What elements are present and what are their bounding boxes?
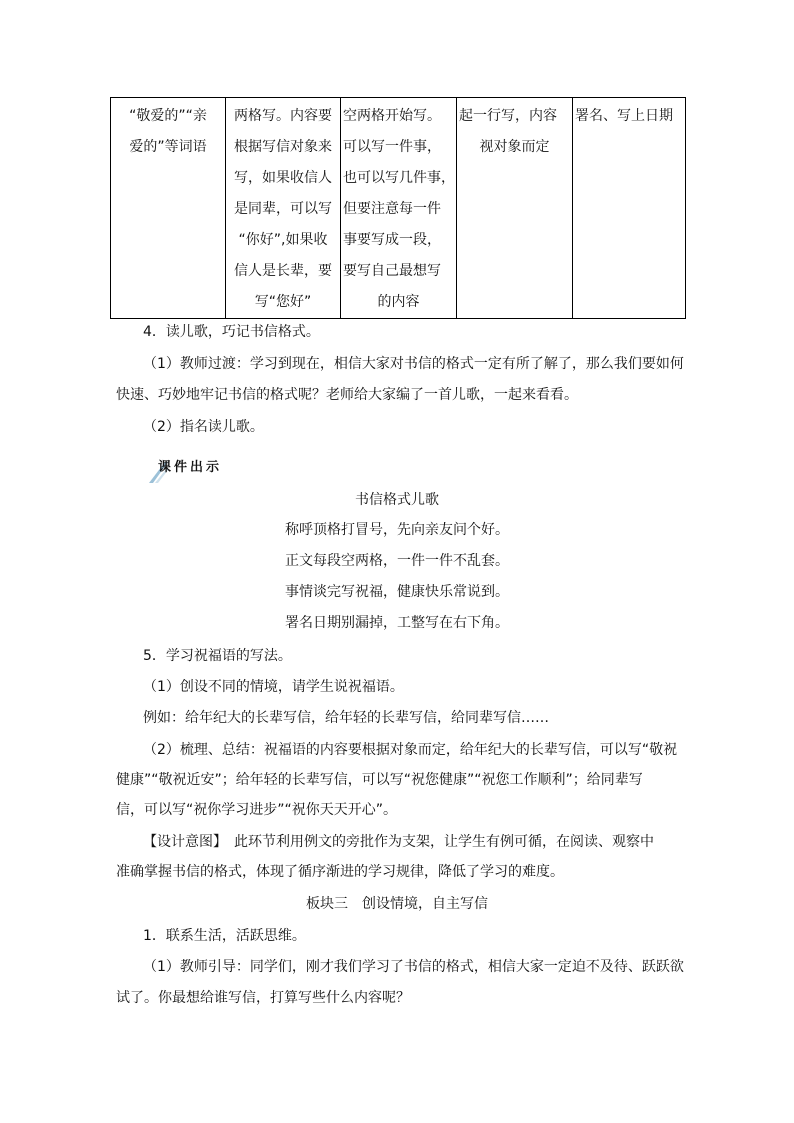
- cell-line: 爱的”等词语: [129, 139, 207, 155]
- poem-line: 事情谈完写祝福，健康快乐常说到。: [285, 584, 509, 600]
- cell-line: 署名、写上日期: [575, 108, 673, 124]
- paragraph-line: 快速、巧妙地牢记书信的格式呢？老师给大家编了一首儿歌，一起来看看。: [116, 387, 578, 403]
- cell-line: 视对象而定: [479, 139, 550, 155]
- cell-line: “敬爱的”“亲: [129, 108, 207, 124]
- cell-line: 事要写成一段，: [343, 232, 441, 248]
- poem-title: 书信格式儿歌: [355, 492, 439, 508]
- table-row: [111, 98, 686, 319]
- table-cell-signature: [573, 98, 686, 319]
- poem-line: 正文每段空两格，一件一件不乱套。: [285, 553, 509, 569]
- paragraph-line: （1）教师引导：同学们，刚才我们学习了书信的格式，相信大家一定迫不及待、跃跃欲: [143, 959, 684, 975]
- step-4-heading: 4．读儿歌，巧记书信格式。: [143, 324, 320, 340]
- cell-line: 根据写信对象来: [234, 139, 332, 155]
- cell-line: “你好”,如果收: [238, 232, 328, 248]
- design-intent: 【设计意图】 此环节利用例文的旁批作为支架，让学生有例可循，在阅读、观察中: [143, 834, 654, 850]
- paragraph-line: （2）指名读儿歌。: [143, 419, 264, 435]
- paragraph-line: 信，可以写“祝你学习进步”“祝你天天开心”。: [116, 802, 398, 818]
- cell-line: 也可以写几件事，: [343, 170, 455, 186]
- letter-format-table: [110, 97, 686, 319]
- cell-line: 空两格开始写。: [343, 108, 441, 124]
- cell-line: 写“您好”: [254, 294, 312, 310]
- step-1-heading: 1．联系生活，活跃思维。: [143, 928, 306, 944]
- table-cell-greeting: [111, 98, 226, 319]
- paragraph-line: （1）创设不同的情境，请学生说祝福语。: [143, 679, 404, 695]
- courseware-label-text: 课件出示: [158, 460, 223, 475]
- cell-line: 可以写一件事，: [343, 139, 441, 155]
- cell-line: 信人是长辈，要: [234, 263, 332, 279]
- table-cell-salutation: [226, 98, 341, 319]
- paragraph-line: 健康”“敬祝近安”；给年轻的长辈写信，可以写“祝您健康”“祝您工作顺利”；给同辈写: [116, 772, 643, 788]
- cell-line: 但要注意每一件: [343, 201, 441, 217]
- poem-line: 署名日期别漏掉，工整写在右下角。: [285, 615, 509, 631]
- paragraph-line: （2）梳理、总结：祝福语的内容要根据对象而定，给年纪大的长辈写信，可以写“敬祝: [143, 742, 678, 758]
- paragraph-line: 例如：给年纪大的长辈写信，给年轻的长辈写信，给同辈写信……: [143, 710, 549, 726]
- paragraph-line: 试了。你最想给谁写信，打算写些什么内容呢？: [116, 990, 410, 1006]
- cell-line: 的内容: [377, 294, 420, 310]
- step-5-heading: 5．学习祝福语的写法。: [143, 648, 292, 664]
- paragraph-line: 准确掌握书信的格式，体现了循序渐进的学习规律，降低了学习的难度。: [116, 864, 564, 880]
- cell-line: 要写自己最想写: [343, 263, 441, 279]
- poem-line: 称呼顶格打冒号，先向亲友问个好。: [285, 522, 509, 538]
- cell-line: 两格写。内容要: [234, 108, 332, 124]
- section-heading: 板块三 创设情境，自主写信: [306, 896, 488, 912]
- courseware-label: [147, 456, 237, 486]
- table-cell-closing: [457, 98, 573, 319]
- table-cell-body: [341, 98, 457, 319]
- paragraph-line: （1）教师过渡：学习到现在，相信大家对书信的格式一定有所了解了，那么我们要如何: [143, 356, 684, 372]
- cell-line: 写，如果收信人: [234, 170, 332, 186]
- cell-line: 起一行写，内容: [459, 108, 557, 124]
- cell-line: 是同辈，可以写: [234, 201, 332, 217]
